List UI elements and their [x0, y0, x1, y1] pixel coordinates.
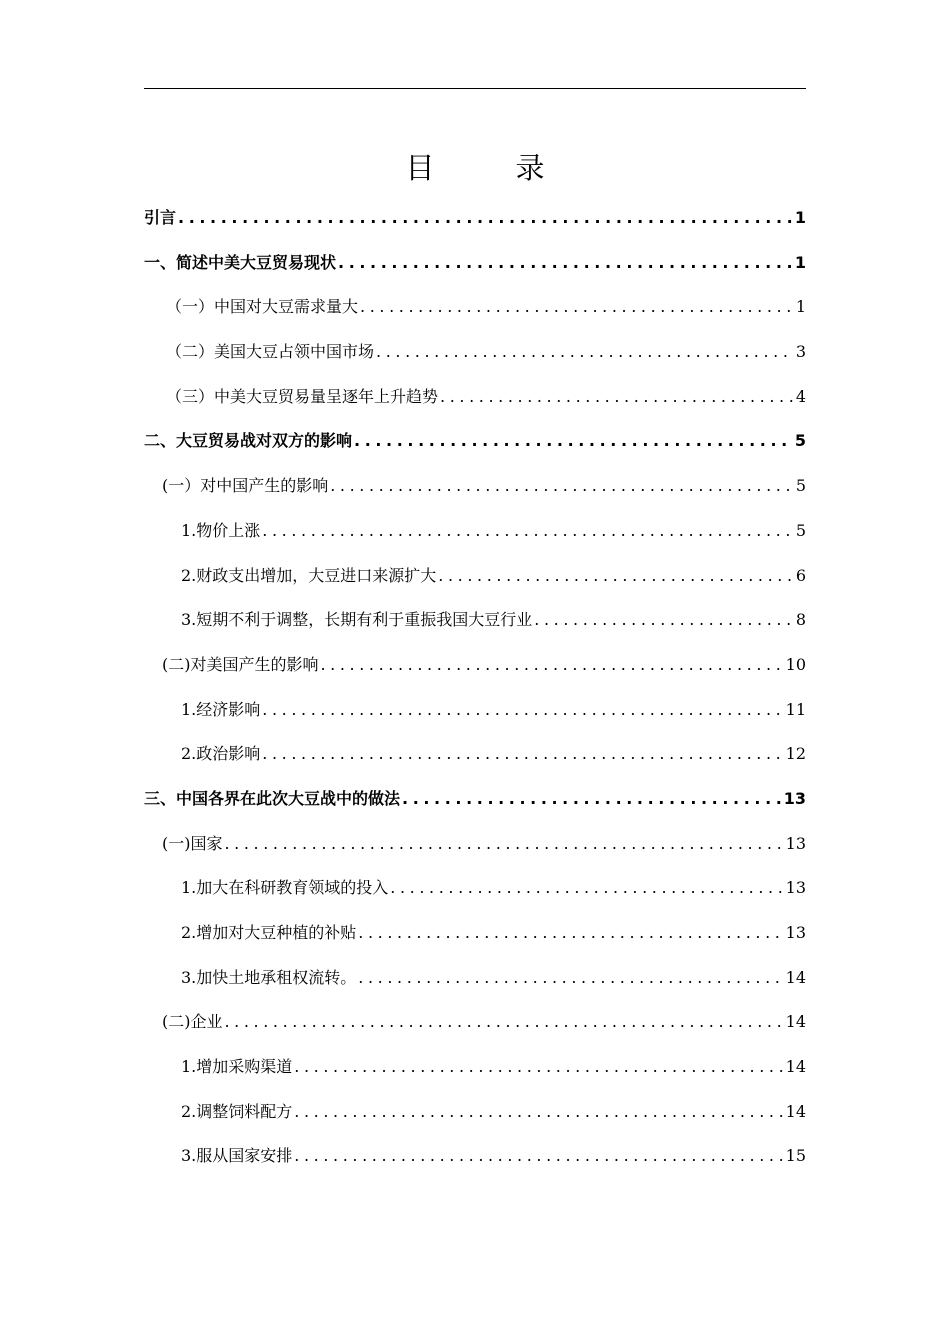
toc-page-number: 3: [795, 342, 806, 362]
toc-entry-text: (一)国家: [162, 833, 223, 853]
toc-entry[interactable]: [144, 196, 806, 241]
toc-page-number: 5: [794, 431, 806, 451]
toc-dot-leader: [438, 554, 794, 599]
toc-entry[interactable]: [144, 419, 806, 464]
toc-entry-text: 2.增加对大豆种植的补贴: [181, 923, 357, 942]
toc-entry[interactable]: [144, 1000, 806, 1045]
toc-page-number: 13: [785, 878, 806, 898]
toc-dot-leader: [294, 1134, 783, 1179]
toc-entry-text: 2.政治影响: [181, 744, 261, 764]
toc-entry[interactable]: [144, 643, 806, 688]
toc-page-number: 14: [785, 1012, 806, 1032]
toc-entry-text: (二)对美国产生的影响: [162, 654, 319, 674]
toc-page-number: 1: [794, 208, 806, 227]
toc-dot-leader: [376, 330, 794, 375]
toc-page-number: 15: [785, 1146, 806, 1166]
toc-page-number: 5: [795, 520, 806, 540]
toc-page-number: 13: [785, 833, 806, 853]
toc-entry-text: 1.经济影响: [181, 699, 261, 719]
toc-entry-text: 二、大豆贸易战对双方的影响: [144, 431, 353, 451]
header-rule: [144, 88, 806, 89]
toc-entry-text: (二)企业: [162, 1012, 223, 1032]
toc-entry[interactable]: [144, 598, 806, 643]
toc-entry-text: 1.增加采购渠道: [181, 1057, 293, 1077]
toc-entry-text: （一）中国对大豆需求量大: [166, 297, 359, 317]
toc-entry-text: (一）对中国产生的影响: [162, 476, 329, 496]
toc-entry[interactable]: [144, 688, 806, 733]
toc-entry[interactable]: [144, 285, 806, 330]
toc-page-number: 13: [785, 923, 806, 942]
toc-dot-leader: [338, 241, 793, 286]
toc-page-number: 6: [795, 565, 806, 585]
toc-entry-text: 1.加大在科研教育领域的投入: [181, 878, 389, 898]
toc-entry-text: 3.短期不利于调整，长期有利于重振我国大豆行业: [181, 610, 533, 630]
toc-dot-leader: [440, 375, 794, 420]
toc-entry-text: 1.物价上涨: [181, 520, 261, 540]
toc-entry[interactable]: [144, 1090, 806, 1135]
toc-entry-text: （三）中美大豆贸易量呈逐年上升趋势: [166, 386, 439, 406]
toc-entry[interactable]: [144, 1134, 806, 1179]
toc-entry-text: 引言: [144, 208, 177, 227]
toc-entry-text: 一、简述中美大豆贸易现状: [144, 252, 337, 272]
toc-entry-text: 2.调整饲料配方: [181, 1101, 293, 1121]
toc-page-number: 1: [794, 252, 806, 272]
toc-dot-leader: [294, 1045, 783, 1090]
toc-dot-leader: [225, 822, 784, 867]
toc-dot-leader: [294, 1090, 783, 1135]
toc-dot-leader: [534, 598, 794, 643]
toc-entry[interactable]: [144, 822, 806, 867]
toc-dot-leader: [178, 196, 793, 241]
toc-dot-leader: [360, 285, 794, 330]
toc-page-number: 13: [783, 788, 806, 808]
toc-entry[interactable]: [144, 777, 806, 822]
toc-dot-leader: [390, 866, 783, 911]
toc-page-number: 1: [795, 297, 806, 317]
toc-entry[interactable]: [144, 375, 806, 420]
toc-entry[interactable]: [144, 956, 806, 1001]
toc-dot-leader: [358, 956, 783, 1001]
toc-dot-leader: [358, 911, 783, 956]
toc-entry-text: 3.服从国家安排: [181, 1146, 293, 1166]
toc-entry[interactable]: [144, 866, 806, 911]
toc-entry[interactable]: [144, 330, 806, 375]
toc-entry[interactable]: [144, 241, 806, 286]
toc-title: 目 录: [405, 151, 571, 185]
toc-entry-text: 3.加快土地承租权流转。: [181, 967, 357, 987]
toc-page-number: 5: [795, 476, 806, 496]
toc-entry-text: 三、中国各界在此次大豆战中的做法: [144, 788, 401, 808]
toc-page-number: 14: [785, 1057, 806, 1077]
toc-entry-text: 2.财政支出增加，大豆进口来源扩大: [181, 565, 437, 585]
toc-entry[interactable]: [144, 911, 806, 956]
toc-dot-leader: [330, 464, 794, 509]
table-of-contents: [144, 196, 806, 1179]
toc-dot-leader: [262, 509, 794, 554]
toc-page-number: 14: [785, 1101, 806, 1121]
toc-dot-leader: [225, 1000, 784, 1045]
toc-entry-text: （二）美国大豆占领中国市场: [166, 342, 375, 362]
toc-page-number: 11: [785, 699, 806, 719]
toc-entry[interactable]: [144, 1045, 806, 1090]
toc-entry[interactable]: [144, 732, 806, 777]
toc-dot-leader: [354, 419, 793, 464]
toc-page-number: 4: [795, 386, 806, 406]
toc-page-number: 14: [785, 967, 806, 987]
toc-dot-leader: [262, 688, 783, 733]
toc-dot-leader: [262, 732, 783, 777]
toc-page-number: 10: [785, 654, 806, 674]
toc-entry[interactable]: [144, 554, 806, 599]
toc-entry[interactable]: [144, 509, 806, 554]
toc-page-number: 8: [795, 610, 806, 630]
toc-dot-leader: [321, 643, 784, 688]
toc-entry[interactable]: [144, 464, 806, 509]
toc-dot-leader: [402, 777, 782, 822]
toc-page-number: 12: [785, 744, 806, 764]
